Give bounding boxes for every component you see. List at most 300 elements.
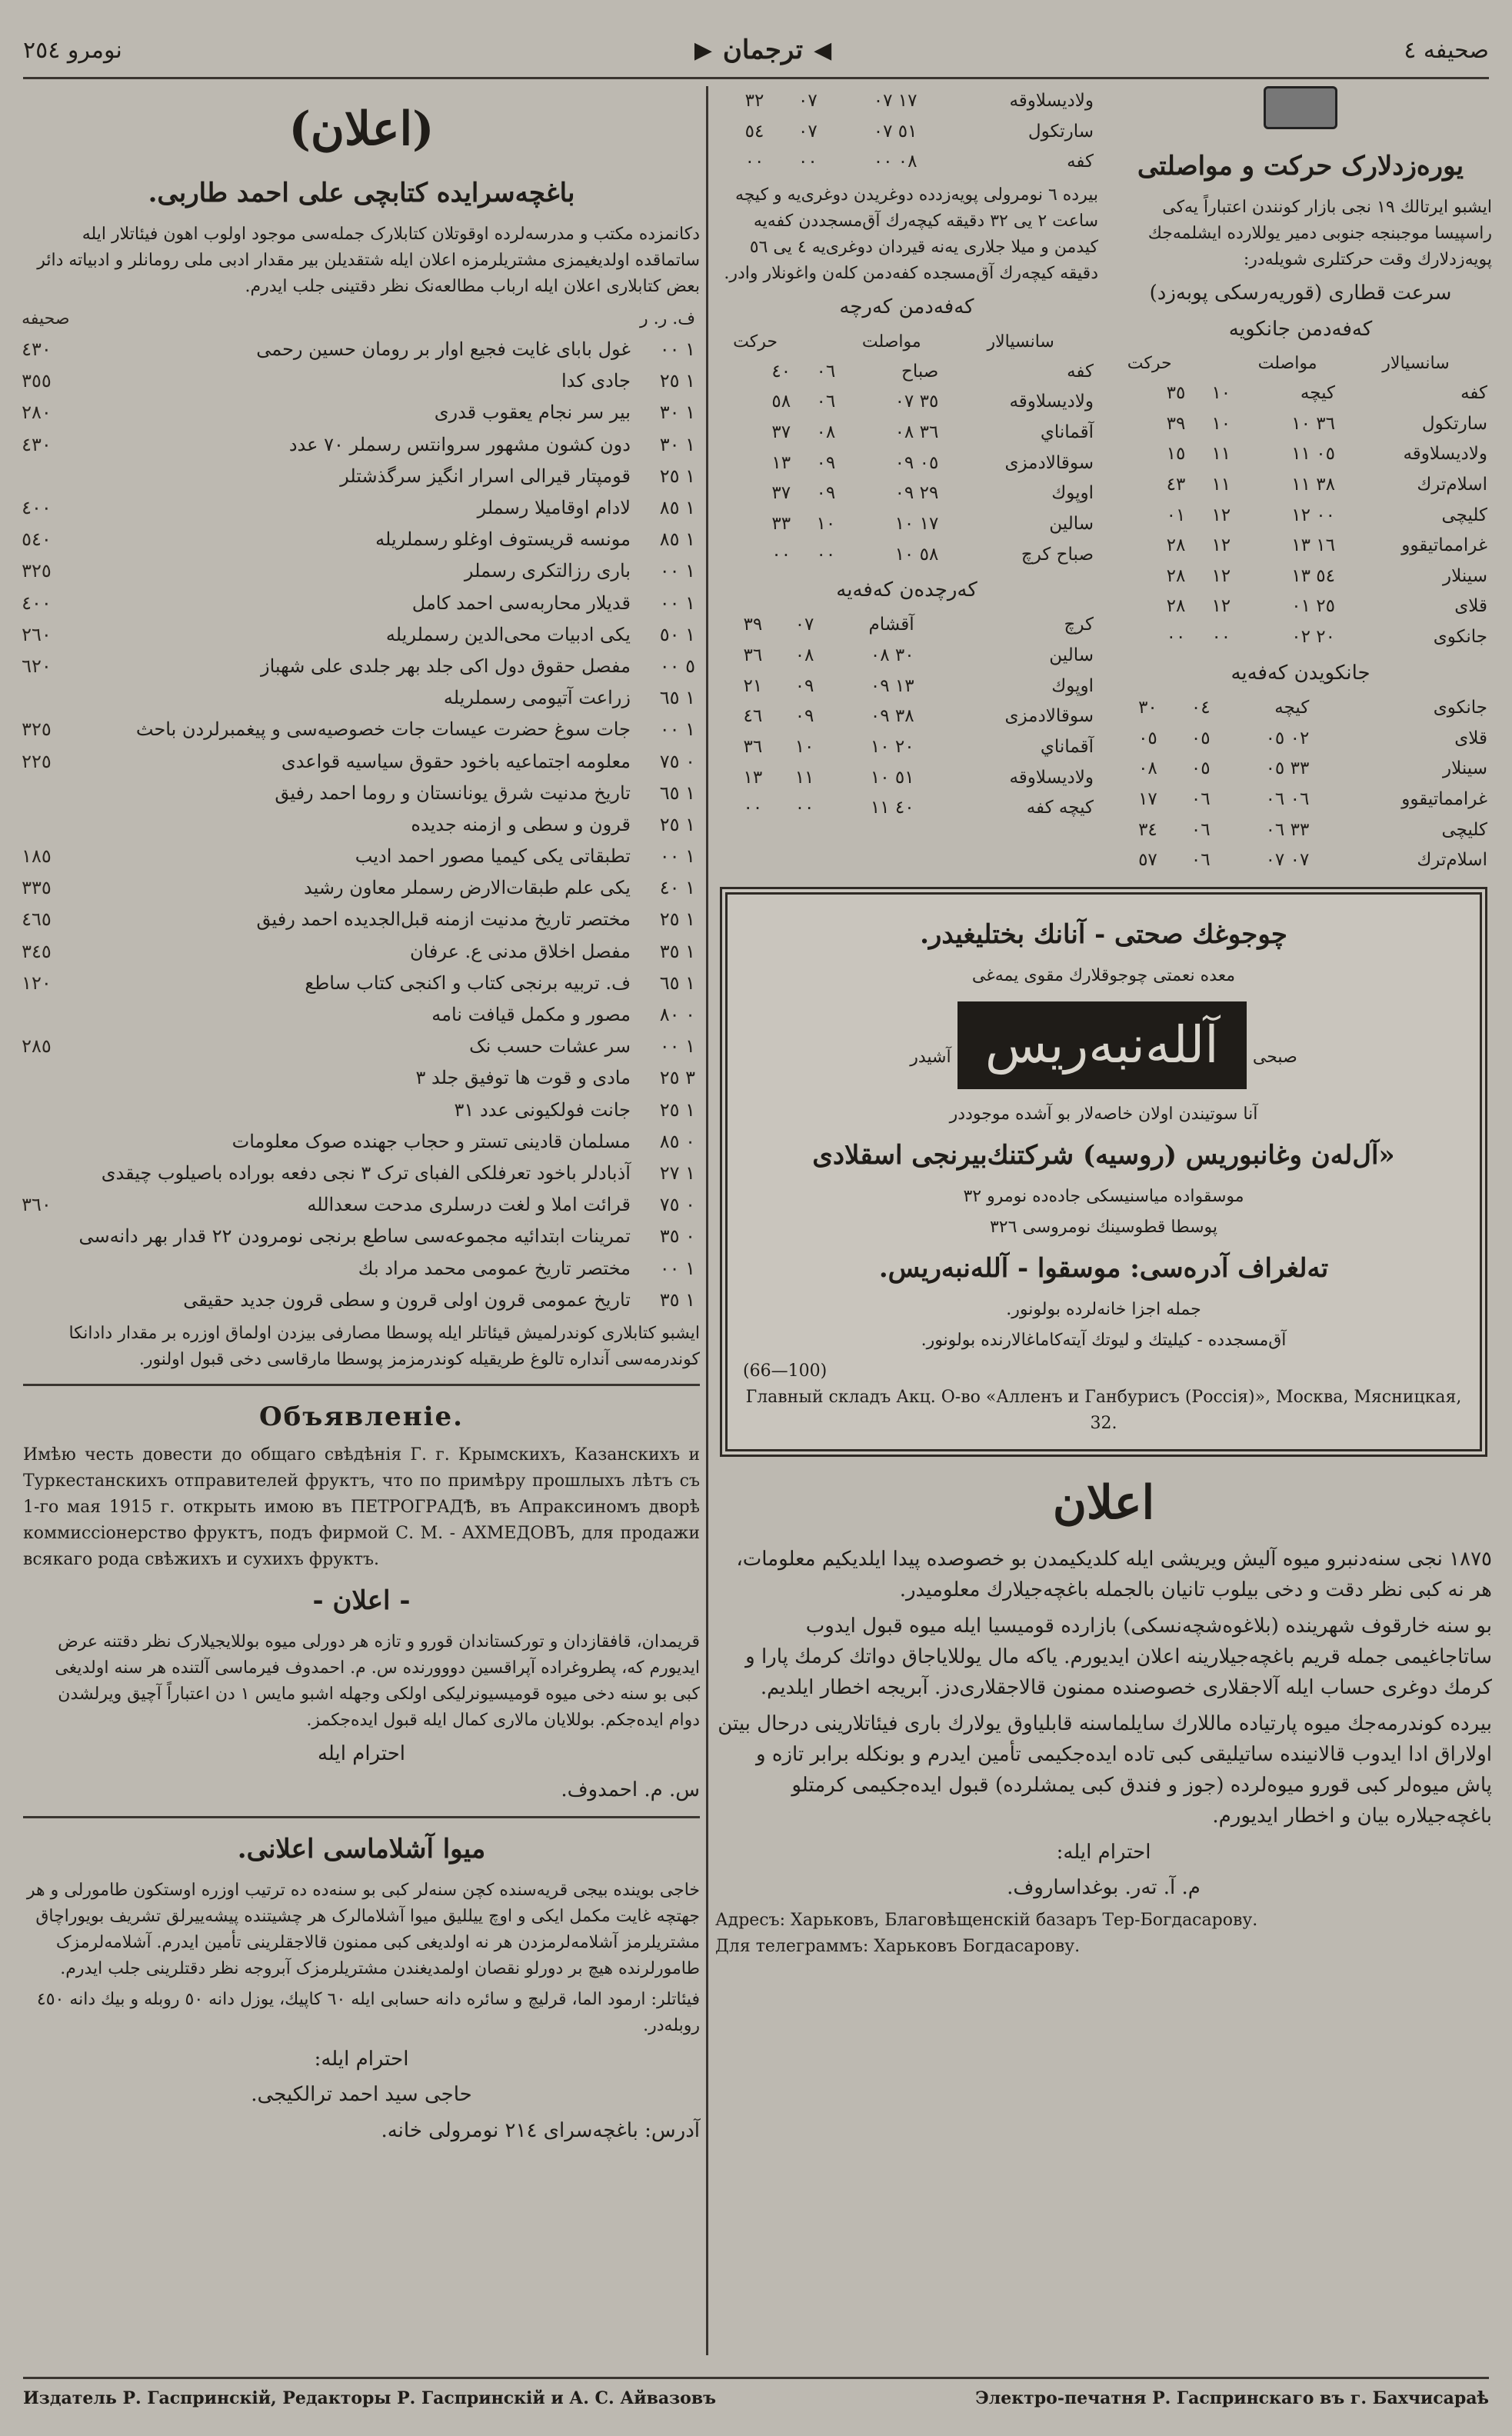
book-title: مختصر تاریخ مدنیت ازمنه قبل‌الجدیده احمد رفیق — [256, 908, 631, 931]
timetable-row — [715, 357, 1098, 388]
rail-intro: ایشبو ایرتالك ١٩ نجی بازار کونندن اعتباراً یه‌کی راسپیسا موجبنجه جنوبی دمیر یوللارده ایشلمه‌جك پویه‌زدلارك وقت حرکتلری شویله‌در: — [1147, 197, 1492, 270]
timetable-cell: ٣٠ — [1138, 698, 1157, 718]
timetable-cell: ٣٦ ١٠ — [1291, 413, 1335, 434]
timetable-cell: ٠٨ — [816, 422, 836, 442]
book-price — [17, 809, 74, 841]
book-row — [17, 1285, 700, 1316]
timetable-cell: اسلام‌ترك — [1417, 850, 1487, 871]
timetable-cell: صباح کرچ — [1021, 544, 1094, 565]
ru-text: Имѣю честь довести до общаго свѣдѣнія Г. г. Крымскихъ, Казанскихъ и Туркестанскихъ отправителей фруктъ, что по примѣру прошлыхъ лѣтъ съ 1-го мая 1915 г. открыть имою въ ПЕТРОГРАДѢ, въ Апраксиномъ дворѣ коммиссіонерство фруктъ, подъ фирмой С. М. - АХМЕДОВЪ, для продажи всякаго рода свѣжихъ и сухихъ фруктъ. — [23, 1445, 700, 1570]
book-title: باری رزالتکری رسملر — [464, 560, 631, 582]
book-price: ٢٨٠ — [22, 402, 52, 424]
ad-sold2: آق‌مسجدده - کیلیتك و لیوتك آیته‌کاماغالارنده بولونور. — [921, 1330, 1287, 1350]
timetable-cell: ٣٨ ١١ — [1291, 474, 1335, 495]
timetable-cell: ٠٠ — [744, 152, 764, 172]
timetable-cell: ١٣ — [771, 452, 791, 473]
timetable-cell: ٣٣ ٠٥ — [1265, 758, 1310, 779]
book-row — [17, 588, 700, 619]
timetable-cell: ٠٠ — [1166, 627, 1186, 648]
ad-code: (66—100) — [743, 1361, 828, 1381]
book-title: غول بابای غایت فجیع اوار بر رومان حسین رحمی — [256, 338, 631, 361]
timetable-cell: آقماناي — [1040, 422, 1094, 442]
timetable-cell: سارتکول — [1421, 413, 1487, 434]
books-note: ایشبو کتابلاری کوندرلمیش قیئاتلر ایله پوسطا مصارفی بیزدن اولماق اوزره بر مقدار دادانکا کوندرمه‌سی آنداره تالوغ طریقیله کوندرمزمز پوسطا مارقاسی دخی قبول اولنور. — [68, 1323, 700, 1369]
timetable-cell: ولادیسلاوقه — [1009, 91, 1094, 111]
timetable-cell: ولادیسلاوقه — [1009, 767, 1094, 788]
timetable-cell: ٢٨ — [1166, 565, 1186, 586]
book-title: مادی و قوت ها توفیق جلد ٣ — [415, 1067, 631, 1089]
book-price: ٦٢٠ — [22, 655, 52, 677]
timetable-row — [715, 478, 1098, 509]
timetable-cell: ولادیسلاوقه — [1009, 392, 1094, 412]
ad-sold1: جمله اجزا خانه‌لرده بولونور. — [1006, 1299, 1201, 1319]
book-row — [17, 746, 700, 778]
timetable-cell: ٥٤ — [744, 121, 764, 142]
timetable-row — [1109, 754, 1492, 785]
timetable-cell: ٠٠ — [771, 544, 791, 565]
book-title: مفصل حقوق دول اکی جلد بهر جلدی علی شهباز — [261, 655, 631, 677]
timetable-cell: ٠٩ — [816, 483, 836, 504]
book-row — [17, 461, 700, 492]
timetable-cell: ٣٦ — [743, 737, 763, 758]
timetable-cell: ٥١ ٠٧ — [873, 121, 918, 142]
timetable-cell: ٣٦ ٠٨ — [894, 422, 939, 442]
railway-kerch — [715, 86, 1098, 876]
book-qty: ٠ ٧٥ — [659, 750, 695, 772]
timetable-cell: ٠٩ — [794, 706, 814, 727]
timetable-cell: ٣٣ ٠٦ — [1265, 819, 1310, 840]
book-qty: ١ ٨٥ — [659, 497, 695, 518]
timetable-cell: ٣٥ — [1166, 382, 1186, 403]
timetable-row — [1109, 531, 1492, 562]
timetable-cell: سوقالادمزی — [1004, 706, 1094, 727]
book-title: معلومه اجتماعیه باخود حقوق سیاسیه قواعدی — [281, 750, 631, 772]
book-title: زراعت آتیومی رسملریله — [443, 687, 631, 709]
page-footer — [23, 2377, 1489, 2418]
book-price: ١٨٥ — [22, 845, 52, 868]
col-head — [795, 328, 840, 357]
book-qty: ١ ٠٠ — [659, 1035, 695, 1058]
kerch-back-title: که‌رچده‌ن که‌فه‌یه — [836, 578, 977, 602]
timetable-cell: ٣٥ ٠٧ — [894, 392, 939, 412]
timetable-cell: ٠٨ — [794, 645, 814, 666]
book-title: آذبادلر باخود تعرفلکی الفبای ترک ٣ نجی دفعه بوراده باصیلوب چیقدی — [101, 1161, 631, 1184]
ad-sub: معده نعمتی چوجوقلارك مقوی یمه‌غی — [971, 965, 1236, 985]
timetable-cell: ١٧ ١٠ — [894, 513, 939, 534]
timetable-row — [715, 86, 1098, 117]
book-price: ٣٢٥ — [22, 560, 52, 582]
timetable-cell: ٠٠ — [743, 798, 763, 818]
book-row — [17, 492, 700, 524]
footer-press: Электро-печатня Р. Гаспринскаго въ г. Бахчисараѣ — [975, 2388, 1489, 2408]
book-title: قومپتار قیرالی اسرار انگیز سرگذشتلر — [340, 465, 631, 487]
timetable-row — [715, 763, 1098, 794]
timetable-cell: سالین — [1049, 645, 1094, 666]
timetable-cell: قلای — [1454, 596, 1487, 617]
timetable-cell: غرامماتیقوو — [1401, 535, 1487, 556]
column-divider — [706, 86, 708, 2355]
book-title: مختصر تاریخ عمومی محمد مراد بك — [358, 1257, 631, 1279]
book-row — [17, 904, 700, 935]
book-row — [17, 651, 700, 682]
timetable-cell: ٣٨ ٠٩ — [870, 706, 914, 727]
timetable-row — [1109, 693, 1492, 724]
book-row — [17, 1158, 700, 1189]
ad-address: موسقواده میاسنیسکی جاده‌ده نومرو ٣٢ — [963, 1186, 1244, 1206]
book-row — [17, 619, 700, 651]
fruit-title: میوا آشلاماسی اعلانی. — [237, 1833, 486, 1864]
book-title: تاریخ مدنیت شرق یونانستان و روما احمد رفیق — [275, 781, 631, 804]
book-qty: ٠ ٨٥ — [659, 1130, 695, 1152]
timetable-cell: سارتکول — [1027, 121, 1094, 142]
timetable-cell: ٢٩ ٠٩ — [894, 483, 939, 504]
ad-brand-row — [743, 994, 1464, 1097]
ilan3-address-block — [715, 1908, 1492, 1960]
book-price: ٢٢٥ — [22, 750, 52, 772]
book-row — [17, 682, 700, 714]
book-price: ٣٤٥ — [22, 940, 52, 962]
timetable-cell: ٤٠ — [771, 361, 791, 382]
timetable-row — [715, 540, 1098, 571]
timetable-cell: ٠٦ — [816, 361, 836, 382]
timetable-cell: کرچ — [1064, 615, 1094, 635]
timetable-row — [715, 732, 1098, 763]
book-row — [17, 1189, 700, 1221]
timetable-row — [715, 117, 1098, 148]
ilan3-sign: م. آ. ته‌ر. بوغداساروف. — [1007, 1876, 1201, 1900]
book-row — [17, 714, 700, 745]
timetable-cell: ٢١ — [743, 675, 763, 696]
railway-express — [1109, 86, 1492, 876]
col-head: مواصلت — [1257, 353, 1317, 373]
book-title: جادی کدا — [561, 370, 631, 392]
book-qty: ١ ٣٠ — [659, 402, 695, 424]
book-list — [17, 305, 700, 1316]
timetable-cell: ١٠ — [1211, 413, 1231, 434]
ad-post: پوسطا قطوسینك نومروسی ٣٢٦ — [989, 1217, 1218, 1237]
page-number: صحیفه ٤ — [1404, 36, 1489, 64]
timetable-cell: ٥١ ١٠ — [870, 767, 914, 788]
book-row — [17, 524, 700, 555]
timetable-cell: کیچه — [1300, 382, 1335, 403]
book-row — [17, 872, 700, 904]
timetable-cell: ١٣ ٠٩ — [870, 675, 914, 696]
timetable-cell: ٢٠ ٠٢ — [1291, 627, 1335, 648]
book-qty: ١ ٦٥ — [659, 781, 695, 804]
timetable-cell: کلیچی — [1441, 505, 1487, 525]
book-title: ف. تربیه برنجی کتاب و اکنجی کتاب ساطع — [305, 971, 631, 994]
timetable-cell: غرامماتیقوو — [1401, 788, 1487, 809]
book-row — [17, 397, 700, 428]
allenburys-ad — [720, 887, 1487, 1457]
fruit-text: خاجی بوینده بیجی قریه‌سنده کچن سنه‌لر کبی بو سنه‌ده ده ترتیب اوزره اوستکون طامورلی و هر جهتچه غایت مکمل ایکی و اوچ ییللیق میوا آشلامالرک هر چشیتنده پیشه‌ییرلق تشریف بویوراچاق مشتریلرمز آشلامه‌لرمزدن هر نه اولدیغی کبی ممنون قالاجقلرینی تأمین ایدرم. آشلامه‌لرمزک طامورلرنده هیچ بر دورلو نقصان اولمدیغندن مشتریلرمزک آبروجه نظر دقتلرینی جلب ایدرم. — [26, 1880, 700, 1978]
book-title: دون کشون مشهور سروانتس رسملر ٧٠ عدد — [288, 433, 631, 455]
book-qty: ١ ٠٠ — [659, 592, 695, 614]
page-head: صحیفه — [22, 308, 70, 328]
timetable-cell: کفه — [1460, 382, 1487, 403]
express-sub: که‌فه‌دمن جانکویه — [1228, 317, 1373, 341]
timetable-cell: آقماناي — [1040, 737, 1094, 758]
timetable-cell: ٥٧ — [1138, 850, 1157, 871]
express-title: سرعت قطاری (قوریه‌رسکی پوبه‌زد) — [1149, 282, 1452, 305]
book-qty: ٥ ٠٠ — [659, 655, 695, 677]
timetable-cell: جانکوی — [1433, 698, 1487, 718]
timetable-cell: ١٢ — [1211, 565, 1231, 586]
book-title: سر عشات حسب نک — [469, 1035, 631, 1058]
timetable-row — [715, 509, 1098, 540]
ru-notice — [23, 1397, 700, 1573]
timetable-cell: ٠٠ — [798, 152, 818, 172]
book-title: بیر سر نجام یعقوب قدری — [434, 402, 631, 424]
timetable-cell: ٢٠ ١٠ — [870, 737, 914, 758]
ilan2-title: - اعلان - — [312, 1585, 411, 1617]
book-qty: ١ ٤٠ — [659, 877, 695, 899]
qty-head: ف. ر. ر — [639, 308, 695, 328]
book-price — [17, 1062, 74, 1094]
book-qty: ١ ٢٥ — [659, 813, 695, 835]
book-qty: ١ ٢٥ — [659, 908, 695, 931]
book-qty: ١ ٣٠ — [659, 433, 695, 455]
timetable-cell: ٥٤ ١٣ — [1291, 565, 1335, 586]
timetable-cell: ١١ — [1211, 474, 1231, 495]
express-table — [1109, 349, 1492, 653]
fruit-prices: فیئاتلر: ارمود الما، قرلیچ و سائره دانه حسابی ایله ٦٠ کاپیك، یوزل دانه ٥٠ روبله و بیك دانه ٤٥٠ روبله‌در. — [36, 1989, 700, 2036]
express-back-title: جانکویدن که‌فه‌یه — [1231, 661, 1370, 685]
book-price: ٣٦٠ — [22, 1194, 52, 1216]
timetable-cell: ٠٥ — [1138, 728, 1157, 748]
ad-ru-block — [743, 1358, 1464, 1437]
timetable-cell: سوقالادمزی — [1004, 452, 1094, 473]
book-title: تطبقاتی یکی کیمیا مصور احمد ادیب — [355, 845, 631, 868]
timetable-cell: ٠٦ — [1191, 819, 1211, 840]
col-head: حرکت — [733, 332, 778, 352]
timetable-cell: ١٠ — [1211, 382, 1231, 403]
fruit-regards: احترام ایله: — [314, 2048, 409, 2071]
timetable-cell: ٣٩ — [1166, 413, 1186, 434]
timetable-cell: ٠٠ — [794, 798, 814, 818]
timetable-row — [1109, 562, 1492, 592]
timetable-cell: کفه — [1067, 152, 1094, 172]
timetable-row — [1109, 845, 1492, 876]
railway-section — [715, 86, 1492, 876]
book-qty: ١ ٢٥ — [659, 1098, 695, 1121]
timetable-cell: ٠٩ — [794, 675, 814, 696]
book-row — [17, 968, 700, 999]
timetable-row — [715, 418, 1098, 448]
timetable-cell: سینلار — [1443, 565, 1487, 586]
timetable-row — [1109, 724, 1492, 755]
timetable-row — [715, 610, 1098, 641]
arrow-right-icon: ▶ — [694, 36, 712, 64]
timetable-cell: ١٧ ٠٧ — [873, 91, 918, 111]
book-row — [17, 778, 700, 809]
timetable-cell: اوپوك — [1051, 483, 1094, 504]
book-price — [17, 1285, 74, 1316]
timetable-cell: ٢٥ ٠١ — [1291, 596, 1335, 617]
timetable-cell: سینلار — [1443, 758, 1487, 779]
book-price: ٥٤٠ — [22, 528, 52, 551]
book-row — [17, 555, 700, 587]
book-row — [17, 1095, 700, 1126]
timetable-cell: ٤٦ — [743, 706, 763, 727]
timetable-row — [1109, 815, 1492, 846]
timetable-cell: ٠٩ — [816, 452, 836, 473]
book-title: یکی علم طبقات‌الارض رسملر معاون رشید — [304, 877, 631, 899]
timetable-cell: ٠٠ ١٢ — [1291, 505, 1335, 525]
mid-top-table — [715, 86, 1098, 178]
book-title: مسلمان قادینی تستر و حجاب جهنده صوک معلومات — [231, 1130, 631, 1152]
timetable-cell: ٠٥ ٠٩ — [894, 452, 939, 473]
book-qty: ٠ ٧٥ — [659, 1194, 695, 1216]
timetable-cell: ٣٧ — [771, 422, 791, 442]
book-qty: ١ ٢٧ — [659, 1161, 695, 1184]
book-price — [17, 1095, 74, 1126]
book-qty: ١ ٠٠ — [659, 338, 695, 361]
col-head: سانسیالار — [1382, 353, 1450, 373]
timetable-row — [715, 793, 1098, 824]
book-row — [17, 1253, 700, 1285]
ilan2-regards: احترام ایله — [317, 1742, 406, 1766]
timetable-cell: کلیچی — [1441, 819, 1487, 840]
book-qty: ١ ٦٥ — [659, 687, 695, 709]
book-price — [17, 1221, 74, 1252]
ad-line1: آنا سوتیندن اولان خاصه‌لار بو آشده موجوددر — [949, 1104, 1258, 1124]
ad-brand-logo: آللەنبەریس — [957, 1001, 1247, 1089]
book-row — [17, 1221, 700, 1252]
ilan-title: (اعلان) — [288, 102, 435, 156]
book-title: قرون و سطی و ازمنه جدیده — [411, 813, 631, 835]
timetable-cell: ٢٨ — [1166, 596, 1186, 617]
arrow-left-icon: ◀ — [814, 36, 832, 64]
timetable-cell: ٠٤ — [1191, 698, 1211, 718]
book-qty: ١ ٠٠ — [659, 560, 695, 582]
timetable-cell: ٠٥ ١١ — [1291, 444, 1335, 465]
fruit-address: آدرس: باغچه‌سرای ٢١٤ نومرولی خانه. — [381, 2118, 700, 2142]
book-qty: ١ ٠٠ — [659, 1257, 695, 1279]
masthead — [694, 35, 831, 65]
book-row — [17, 334, 700, 365]
timetable-cell: ٠٨ ٠٠ — [873, 152, 918, 172]
page-header — [23, 23, 1489, 79]
timetable-row — [715, 387, 1098, 418]
timetable-cell: ١٢ — [1211, 505, 1231, 525]
book-price: ٤٣٠ — [22, 338, 52, 361]
book-row — [17, 1126, 700, 1158]
timetable-cell: ١٢ — [1211, 535, 1231, 556]
book-qty: ١ ٢٥ — [659, 465, 695, 487]
kerch-table — [715, 328, 1098, 571]
book-title: تاریخ عمومی قرون اولی قرون و سطی قرون جدید حقیقی — [183, 1288, 631, 1311]
timetable-cell: ٥٨ ١٠ — [894, 544, 939, 565]
timetable-cell: ٤٠ ١١ — [870, 798, 914, 818]
timetable-cell: اسلام‌ترك — [1417, 474, 1487, 495]
timetable-cell: اوپوك — [1051, 675, 1094, 696]
book-qty: ١ ٠٠ — [659, 718, 695, 741]
express-back-table — [1109, 693, 1492, 876]
book-price — [17, 461, 74, 492]
mid-note: بیرده ٦ نومرولی پویه‌زدده دوغریدن دوغری‌یه و کیچه ساعت ٢ یی ٣٢ دقیقه کیچه‌رك آق‌مسجددن کفه‌یه کیدمن و میلا جلاری یه‌نه قیردان دوغری‌یه ٤ یی ٥٦ دقیقه کیچه‌رك آق‌مسجده کفه‌دمن کله‌ن واغونلار وادر. — [724, 185, 1098, 284]
book-price — [17, 1126, 74, 1158]
timetable-row — [715, 671, 1098, 702]
col-head: سانسیالار — [987, 332, 1054, 352]
timetable-cell: ١١ — [794, 767, 814, 788]
ilan3-addr: Адресъ: Харьковъ, Благовѣщенскій базаръ Тер-Богдасарову. — [715, 1911, 1258, 1931]
rail-title: یوره‌زدلارک حرکت و مواصلتی — [1137, 151, 1464, 182]
timetable-cell: ١٧ — [1138, 788, 1157, 809]
ilan2-text: قریمدان، قافقازدان و تورکستاندان قورو و تازه هر دورلی میوه بوللایجیلارک نظر دقتنه عرض ایدیورم که، پطروغراده آپراقسین دووورنده س. م. احمدوف فیرماسی آلتنده هر سنه اولدیغی کبی بو سنه دخی میوه قومیسیونرلیکی اولکی وجهله اشبو مایس ١ دن اعتباراً آچیق ویرلشدن دوام ایده‌جکم. بوللایان مالاری کمال ایله قبول ایده‌جکمز. — [55, 1631, 700, 1731]
book-price: ٤٠٠ — [22, 592, 52, 614]
book-qty: ١ ٦٥ — [659, 971, 695, 994]
col-head — [1190, 349, 1235, 378]
timetable-cell: جانکوی — [1433, 627, 1487, 648]
book-row — [17, 429, 700, 461]
book-row — [17, 365, 700, 397]
ad-company: «آل‌له‌ن وغانبوریس (روسیه) شرکتنك‌بیرنجی اسقلادی — [812, 1140, 1395, 1171]
timetable-row — [1109, 592, 1492, 622]
book-price: ٤٠٠ — [22, 497, 52, 518]
col-head: حرکت — [1127, 353, 1172, 373]
timetable-cell: ١٣ — [743, 767, 763, 788]
left-column — [23, 86, 700, 2151]
book-price: ٣٢٥ — [22, 718, 52, 741]
ilan3-regards: احترام ایله: — [1056, 1840, 1151, 1864]
ad-headline: چوجوغك صحتی - آنانك بختلیغیدر. — [920, 918, 1287, 950]
timetable-cell: ١٥ — [1166, 444, 1186, 465]
timetable-cell: کیچه — [1274, 698, 1310, 718]
book-price — [17, 682, 74, 714]
timetable-cell: ٠٥ — [1191, 758, 1211, 779]
train-engine-icon — [1264, 86, 1337, 129]
timetable-cell: ٣٢ — [744, 91, 764, 111]
fruit-sign: حاجی سید احمد ترالکیجی. — [251, 2083, 472, 2107]
timetable-cell: ٠٢ ٠٥ — [1265, 728, 1310, 748]
timetable-cell: ٠٧ — [798, 91, 818, 111]
footer-publisher: Издатель Р. Гаспринскій, Редакторы Р. Гаспринскій и А. С. Айвазовъ — [23, 2388, 717, 2408]
timetable-cell: ٠٠ — [1211, 627, 1231, 648]
timetable-row — [1109, 501, 1492, 532]
timetable-cell: ٣٣ — [771, 513, 791, 534]
timetable-row — [715, 147, 1098, 178]
timetable-cell: صباح — [901, 361, 939, 382]
timetable-row — [715, 448, 1098, 479]
kerch-back-table — [715, 610, 1098, 823]
timetable-cell: ٠٧ — [798, 121, 818, 142]
book-title: یکی ادبیات محی‌الدین رسملریله — [385, 623, 631, 645]
timetable-cell: ٠١ — [1166, 505, 1186, 525]
book-title: جات سوغ حضرت عیسات جات خصوصیه‌سی و پیغمبرلردن باحث — [135, 718, 631, 741]
timetable-cell: ١٢ — [1211, 596, 1231, 617]
ilan3-tel: Для телеграммъ: Харьковъ Богдасарову. — [715, 1937, 1081, 1957]
book-title: جانت فولکیونی عدد ٣١ — [454, 1098, 631, 1121]
timetable-cell: ١٦ ١٣ — [1291, 535, 1335, 556]
book-price: ٤٣٠ — [22, 433, 52, 455]
book-price: ٣٣٥ — [22, 877, 52, 899]
timetable-cell: ٠٦ — [816, 392, 836, 412]
ilan2-sign: س. م. احمدوف. — [561, 1778, 700, 1801]
book-title: قدیلار محاربه‌سی احمد کامل — [411, 592, 631, 614]
timetable-cell: ٠٧ ٠٧ — [1265, 850, 1310, 871]
timetable-row — [1109, 409, 1492, 440]
book-qty: ١ ٠٠ — [659, 845, 695, 868]
timetable-cell: ٣٠ ٠٨ — [870, 645, 914, 666]
col-head: مواصلت — [861, 332, 921, 352]
book-row — [17, 1062, 700, 1094]
timetable-row — [715, 701, 1098, 732]
timetable-cell: ٥٨ — [771, 392, 791, 412]
book-price: ٣٥٥ — [22, 370, 52, 392]
book-row — [17, 841, 700, 872]
timetable-row — [1109, 470, 1492, 501]
